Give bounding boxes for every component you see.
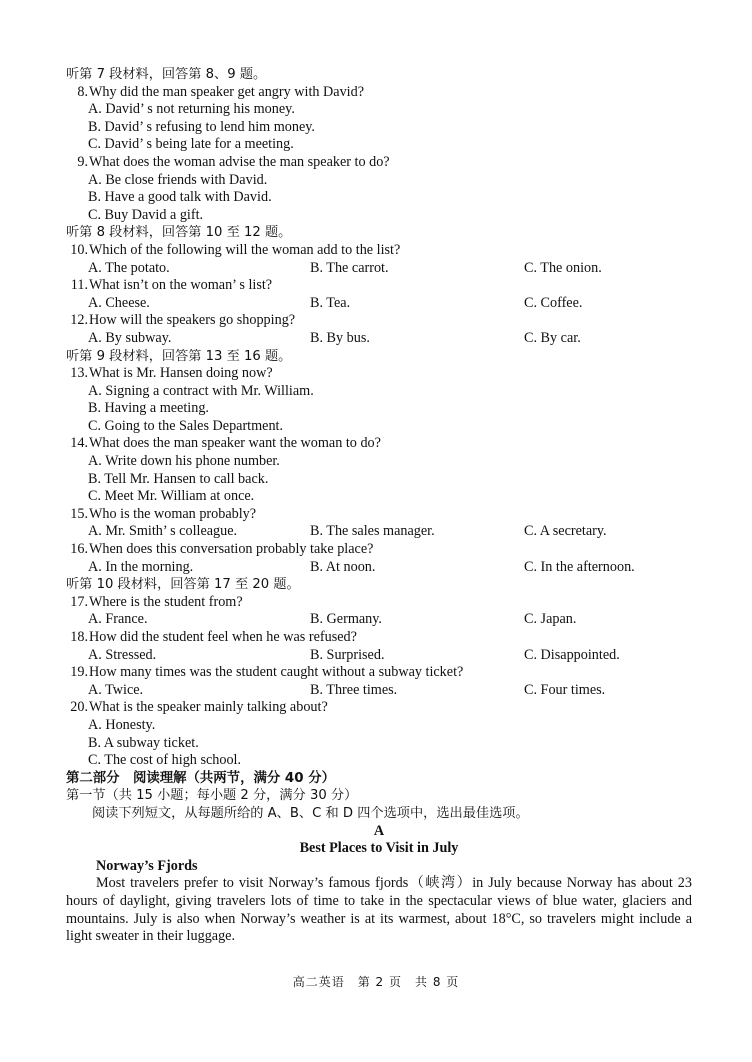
option: A. Stressed.	[88, 646, 157, 663]
question-number: 12.	[70, 312, 88, 329]
options-row	[66, 682, 692, 700]
passage-letter: A	[373, 822, 385, 839]
question-text: How did the student feel when he was refused?	[89, 629, 357, 645]
option: B. Germany.	[310, 611, 382, 628]
question-11	[66, 277, 692, 295]
option: A. Be close friends with David.	[88, 171, 268, 188]
question-number: 8.	[77, 83, 88, 100]
question-text: What does the woman advise the man speaker to do?	[89, 153, 390, 170]
option: B. Three times.	[310, 681, 398, 698]
page-footer: 高二英语 第 2 页 共 8 页	[292, 975, 460, 989]
question-text: When does this conversation probably take place?	[89, 541, 374, 558]
option: B. By bus.	[310, 329, 370, 346]
question-text: What does the man speaker want the woman to do?	[89, 435, 381, 452]
question-number: 13.	[70, 365, 88, 382]
option: C. Meet Mr. William at once.	[88, 488, 255, 505]
passage-paragraph: Most travelers prefer to visit Norway’s famous fjords（峡湾）in July because Norway has about 23 hours of daylight, giving travelers lots of time to take in the spectacular views of blue water, glaciers and mountains. July is also when Norway’s weather is at its warmest, about 18°C, so travelers might include a light sweater in their luggage.	[66, 875, 692, 945]
options-row	[66, 523, 692, 541]
options-row	[66, 647, 692, 665]
options-row	[66, 260, 692, 278]
section-heading-8: 听第 8 段材料，回答第 10 至 12 题。	[66, 225, 292, 241]
question-14	[66, 435, 692, 453]
section-heading-7: 听第 7 段材料，回答第 8、9 题。	[66, 67, 267, 82]
question-text: What isn’t on the woman’ s list?	[89, 277, 273, 294]
passage-title: Best Places to Visit in July	[299, 840, 459, 857]
question-20	[66, 699, 692, 717]
option: C. The onion.	[524, 259, 602, 276]
section-heading-10: 听第 10 段材料，回答第 17 至 20 题。	[66, 577, 300, 593]
page-content	[66, 66, 692, 946]
question-text: How many times was the student caught without a subway ticket?	[89, 664, 464, 681]
option: A. Twice.	[88, 681, 144, 698]
option: A. By subway.	[88, 329, 172, 346]
question-text: Where is the student from?	[89, 593, 243, 610]
option: B. David’ s refusing to lend him money.	[88, 118, 315, 135]
question-8	[66, 84, 692, 102]
option: B. Have a good talk with David.	[88, 189, 272, 206]
option: C. Coffee.	[524, 294, 583, 311]
option: C. In the afternoon.	[524, 558, 635, 575]
question-text: Which of the following will the woman add to the list?	[89, 241, 401, 258]
option: B. Tea.	[310, 294, 351, 311]
question-10	[66, 242, 692, 260]
question-19	[66, 664, 692, 682]
option: A. The potato.	[88, 259, 170, 276]
option: A. Signing a contract with Mr. William.	[88, 382, 314, 399]
question-17	[66, 594, 692, 612]
option: C. Disappointed.	[524, 646, 620, 663]
question-number: 11.	[70, 277, 88, 294]
option: C. Four times.	[524, 681, 606, 698]
option: A. David’ s not returning his money.	[88, 101, 295, 118]
options-row	[66, 559, 692, 577]
options-row	[66, 611, 692, 629]
option: C. David’ s being late for a meeting.	[88, 136, 294, 153]
reading-instruction: 阅读下列短文，从每题所给的 A、B、C 和 D 四个选项中，选出最佳选项。	[92, 805, 529, 821]
option: C. Japan.	[524, 611, 577, 628]
option: C. Buy David a gift.	[88, 206, 204, 223]
option: C. The cost of high school.	[88, 752, 242, 769]
option: A. France.	[88, 611, 148, 628]
question-number: 14.	[70, 435, 88, 452]
question-number: 17.	[70, 593, 88, 610]
question-number: 9.	[77, 153, 88, 170]
options-row	[66, 330, 692, 348]
option: C. Going to the Sales Department.	[88, 417, 284, 434]
option: C. A secretary.	[524, 523, 607, 540]
section-one-title: 第一节（共 15 小题；每小题 2 分，满分 30 分）	[66, 788, 358, 804]
question-text: How will the speakers go shopping?	[89, 312, 296, 329]
option: A. Cheese.	[88, 294, 150, 311]
question-16	[66, 541, 692, 559]
question-15	[66, 506, 692, 524]
section-heading-9: 听第 9 段材料，回答第 13 至 16 题。	[66, 348, 292, 364]
option: B. Having a meeting.	[88, 400, 209, 417]
question-number: 16.	[70, 541, 88, 558]
option: B. At noon.	[310, 558, 376, 575]
question-12	[66, 312, 692, 330]
option: A. Mr. Smith’ s colleague.	[88, 523, 238, 540]
question-number: 19.	[70, 664, 88, 681]
question-13	[66, 365, 692, 383]
question-number: 20.	[70, 699, 88, 716]
option: A. In the morning.	[88, 558, 194, 575]
question-number: 15.	[70, 505, 88, 522]
question-number: 10.	[70, 241, 88, 258]
option: A. Honesty.	[88, 716, 156, 733]
option: B. The carrot.	[310, 259, 389, 276]
option: B. Tell Mr. Hansen to call back.	[88, 470, 269, 487]
option: B. The sales manager.	[310, 523, 435, 540]
option: A. Write down his phone number.	[88, 453, 280, 470]
question-text: Why did the man speaker get angry with David?	[89, 83, 364, 100]
options-row	[66, 295, 692, 313]
option: C. By car.	[524, 329, 581, 346]
option: B. Surprised.	[310, 646, 385, 663]
part-two-title: 第二部分 阅读理解（共两节，满分 40 分）	[66, 770, 335, 786]
question-text: What is Mr. Hansen doing now?	[89, 365, 273, 382]
question-text: Who is the woman probably?	[89, 505, 257, 522]
question-18	[66, 629, 692, 647]
passage-subheading: Norway’s Fjords	[96, 857, 198, 874]
option: B. A subway ticket.	[88, 734, 199, 751]
question-number: 18.	[70, 629, 88, 645]
question-text: What is the speaker mainly talking about?	[89, 699, 328, 716]
question-9	[66, 154, 692, 172]
